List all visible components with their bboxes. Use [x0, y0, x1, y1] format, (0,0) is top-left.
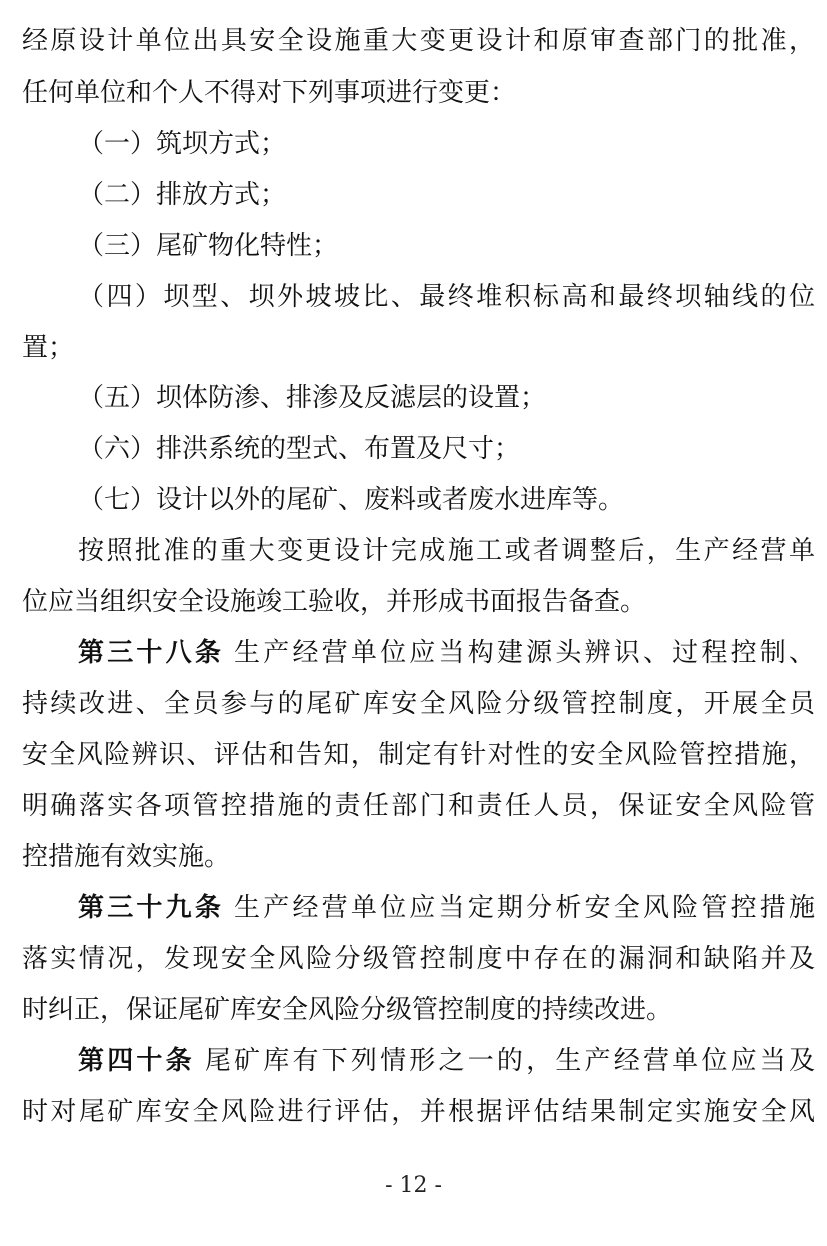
article-38-first-text: 生产经营单位应当构建源头辨识、过程控制、: [234, 638, 815, 668]
list-item-6: （六）排洪系统的型式、布置及尺寸；: [78, 434, 521, 464]
list-item-4: （四）坝型、坝外坡坡比、最终堆积标高和最终坝轴线的位: [78, 282, 815, 312]
article-40-first-line: [78, 1035, 815, 1087]
article-38-first-line: [78, 627, 815, 679]
article-40-heading: 第四十条: [78, 1046, 195, 1076]
list-item-5: （五）坝体防渗、排渗及反滤层的设置；: [78, 383, 547, 413]
paragraph-after-items-line-1: 按照批准的重大变更设计完成施工或者调整后，生产经营单: [78, 536, 815, 566]
article-38-line-4: 明确落实各项管控措施的责任部门和责任人员，保证安全风险管: [22, 791, 815, 821]
article-38-line-3: 安全风险辨识、评估和告知，制定有针对性的安全风险管控措施，: [22, 740, 815, 770]
list-item-7: （七）设计以外的尾矿、废料或者废水进库等。: [78, 485, 625, 515]
article-40-line-2: 时对尾矿库安全风险进行评估，并根据评估结果制定实施安全风: [22, 1097, 815, 1127]
intro-line-1: 经原设计单位出具安全设施重大变更设计和原审查部门的批准，: [22, 26, 815, 56]
article-39-line-3: 时纠正，保证尾矿库安全风险分级管控制度的持续改进。: [22, 995, 673, 1025]
article-40-first-text: 尾矿库有下列情形之一的，生产经营单位应当及: [204, 1046, 815, 1076]
article-39-heading: 第三十九条: [78, 893, 225, 923]
article-39-line-2: 落实情况，发现安全风险分级管控制度中存在的漏洞和缺陷并及: [22, 944, 815, 974]
paragraph-after-items-line-2: 位应当组织安全设施竣工验收，并形成书面报告备查。: [22, 587, 647, 617]
page-number: - 12 -: [385, 1173, 442, 1198]
article-38-heading: 第三十八条: [78, 638, 225, 668]
article-38-line-2: 持续改进、全员参与的尾矿库安全风险分级管控制度，开展全员: [22, 689, 815, 719]
article-38-line-5: 控措施有效实施。: [22, 842, 231, 872]
article-39-first-line: [78, 882, 815, 934]
list-item-4-continued: 置；: [22, 333, 75, 363]
article-39-first-text: 生产经营单位应当定期分析安全风险管控措施: [234, 893, 815, 923]
list-item-3: （三）尾矿物化特性；: [78, 231, 339, 261]
list-item-2: （二）排放方式；: [78, 180, 287, 210]
list-item-1: （一）筑坝方式；: [78, 129, 287, 159]
intro-line-2: 任何单位和个人不得对下列事项进行变更：: [22, 78, 517, 108]
